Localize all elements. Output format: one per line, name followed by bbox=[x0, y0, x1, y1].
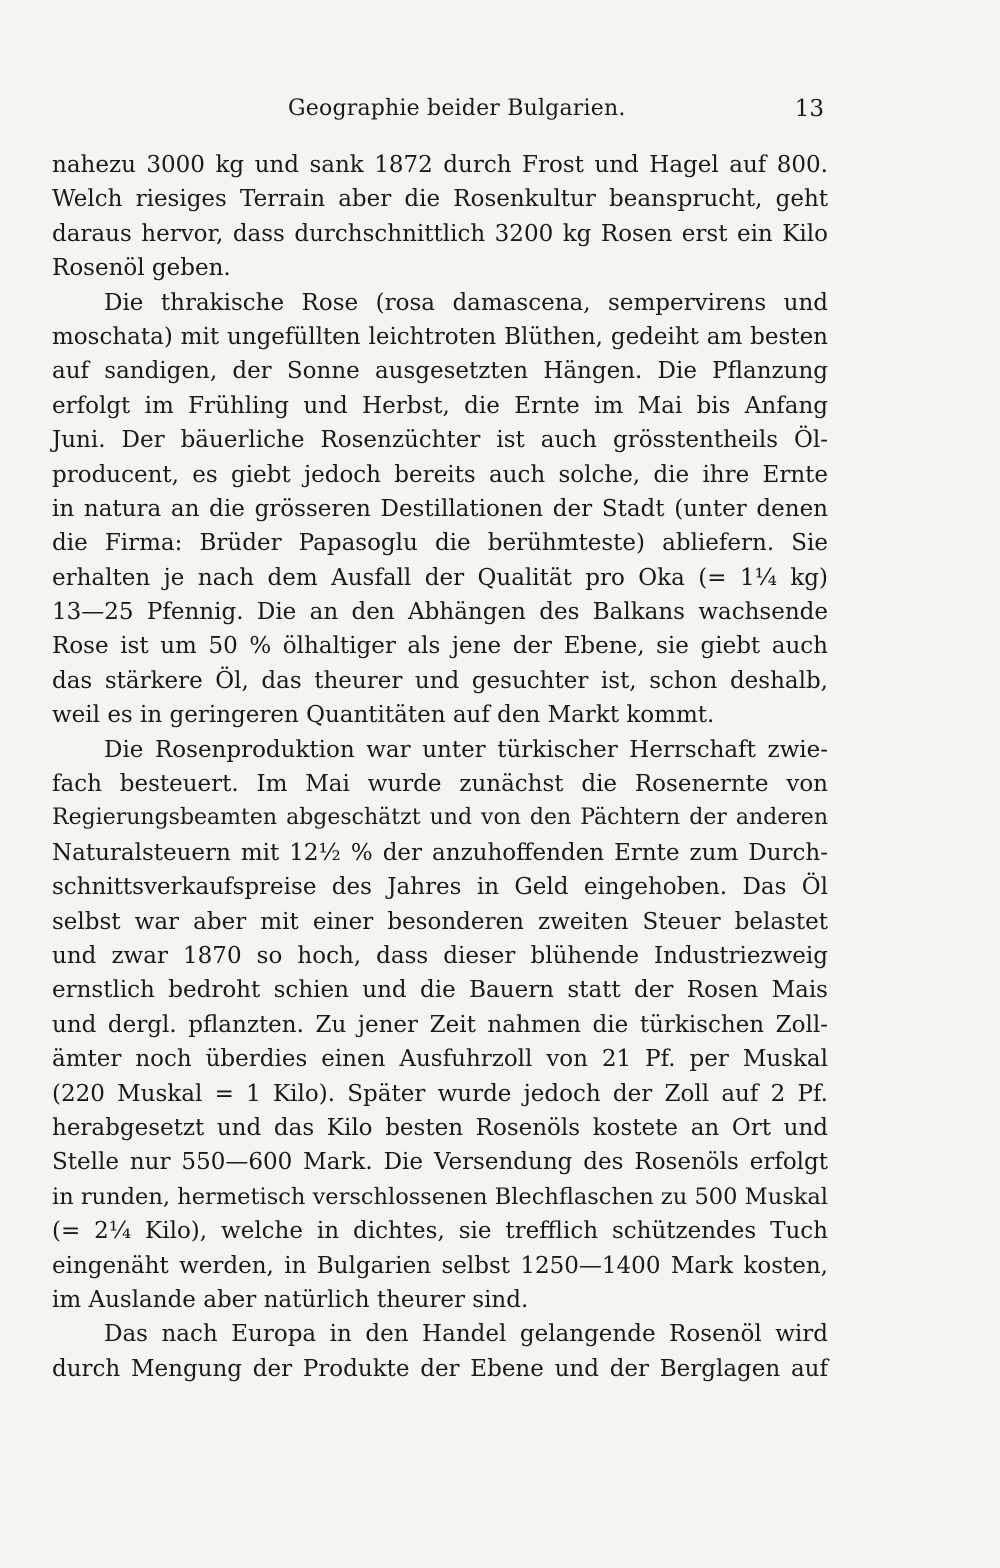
text-line: Welch riesiges Terrain aber die Rosenkultur beansprucht, geht bbox=[52, 186, 828, 213]
text-line: ämter noch überdies einen Ausfuhrzoll von 21 Pf. per Muskal bbox=[52, 1046, 828, 1073]
text-line: die Firma: Brüder Papasoglu die berühmteste) abliefern. Sie bbox=[52, 530, 828, 557]
text-line: nahezu 3000 kg und sank 1872 durch Frost und Hagel auf 800. bbox=[52, 152, 828, 178]
text-line: daraus hervor, dass durchschnittlich 3200 kg Rosen erst ein Kilo bbox=[52, 220, 828, 247]
text-line: moschata) mit ungefüllten leichtroten Blüthen, gedeiht am besten bbox=[52, 323, 828, 350]
text-line: schnittsverkaufspreise des Jahres in Geld eingehoben. Das Öl bbox=[52, 874, 828, 901]
text-line: Juni. Der bäuerliche Rosenzüchter ist auch grösstentheils Öl- bbox=[52, 427, 828, 454]
text-line: (= 2¼ Kilo), welche in dichtes, sie trefflich schützendes Tuch bbox=[52, 1218, 828, 1245]
text-line: eingenäht werden, in Bulgarien selbst 1250—1400 Mark kosten, bbox=[52, 1252, 828, 1279]
text-line: weil es in geringeren Quantitäten auf den Markt kommt. bbox=[52, 702, 715, 729]
text-line: Rose ist um 50 % ölhaltiger als jene der Ebene, sie giebt auch bbox=[52, 633, 828, 660]
text-line: selbst war aber mit einer besonderen zweiten Steuer belastet bbox=[52, 908, 828, 935]
text-line: Rosenöl geben. bbox=[52, 255, 231, 282]
body-text bbox=[52, 148, 828, 1386]
text-line: erhalten je nach dem Ausfall der Qualität pro Oka (= 1¼ kg) bbox=[52, 564, 828, 591]
text-line: erfolgt im Frühling und Herbst, die Ernte im Mai bis Anfang bbox=[52, 392, 828, 419]
text-line: (220 Muskal = 1 Kilo). Später wurde jedoch der Zoll auf 2 Pf. bbox=[52, 1080, 828, 1107]
text-line: Das nach Europa in den Handel gelangende Rosenöl wird bbox=[104, 1321, 828, 1348]
text-line: das stärkere Öl, das theurer und gesuchter ist, schon deshalb, bbox=[52, 667, 828, 694]
text-line: Regierungsbeamten abgeschätzt und von den Pächtern der anderen bbox=[52, 805, 828, 831]
text-line: und dergl. pflanzten. Zu jener Zeit nahmen die türkischen Zoll- bbox=[52, 1011, 828, 1038]
text-line: in natura an die grösseren Destillationen der Stadt (unter denen bbox=[52, 495, 828, 522]
text-line: herabgesetzt und das Kilo besten Rosenöls kostete an Ort und bbox=[52, 1114, 828, 1141]
text-line: durch Mengung der Produkte der Ebene und der Berglagen auf bbox=[52, 1355, 828, 1382]
text-line: im Auslande aber natürlich theurer sind. bbox=[52, 1286, 529, 1313]
text-line: ernstlich bedroht schien und die Bauern statt der Rosen Mais bbox=[52, 977, 828, 1004]
text-line: producent, es giebt jedoch bereits auch solche, die ihre Ernte bbox=[52, 461, 828, 488]
text-line: und zwar 1870 so hoch, dass dieser blühende Industriezweig bbox=[52, 942, 828, 969]
text-line: Die thrakische Rose (rosa damascena, sempervirens und bbox=[104, 289, 828, 316]
running-header bbox=[52, 96, 828, 132]
text-line: Naturalsteuern mit 12½ % der anzuhoffenden Ernte zum Durch- bbox=[52, 839, 828, 866]
text-line: Die Rosenproduktion war unter türkischer Herrschaft zwie- bbox=[104, 736, 828, 763]
text-line: 13—25 Pfennig. Die an den Abhängen des Balkans wachsende bbox=[52, 599, 828, 626]
running-title: Geographie beider Bulgarien. bbox=[288, 96, 626, 121]
page-number: 13 bbox=[794, 96, 824, 122]
text-line: Stelle nur 550—600 Mark. Die Versendung des Rosenöls erfolgt bbox=[52, 1149, 828, 1176]
text-line: in runden, hermetisch verschlossenen Blechflaschen zu 500 Muskal bbox=[52, 1183, 828, 1210]
text-line: fach besteuert. Im Mai wurde zunächst die Rosenernte von bbox=[52, 771, 828, 798]
text-line: auf sandigen, der Sonne ausgesetzten Hängen. Die Pflanzung bbox=[52, 358, 828, 385]
